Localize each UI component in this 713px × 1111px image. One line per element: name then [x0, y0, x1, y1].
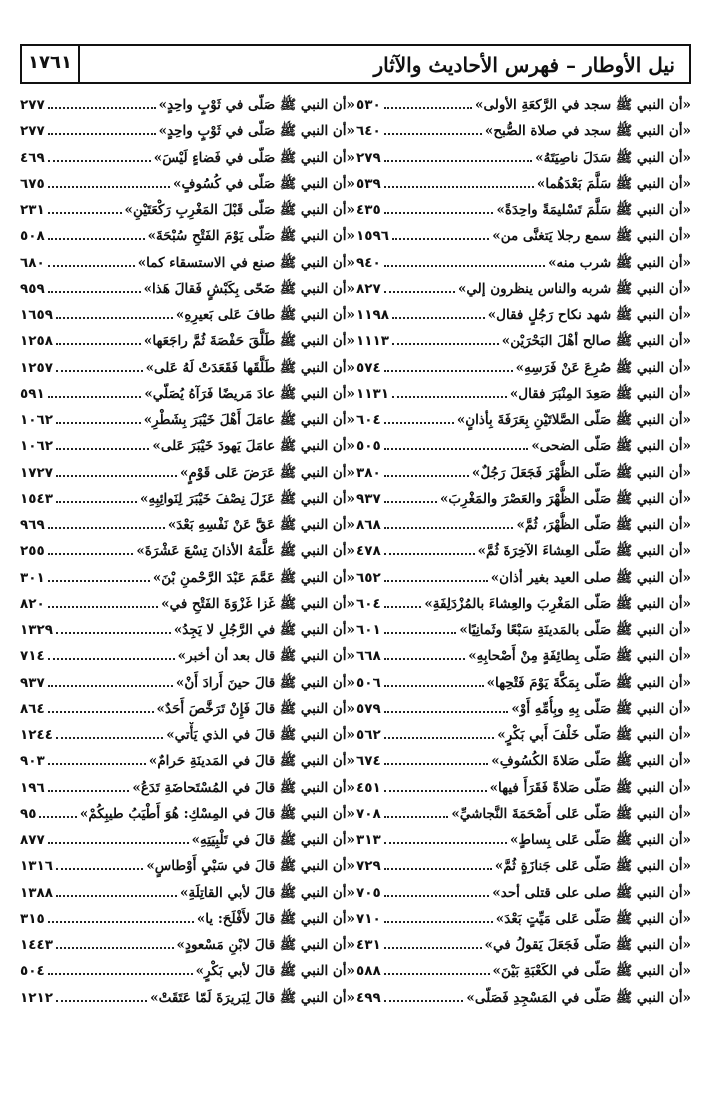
entry-page-number: ١٣٨٨ — [20, 884, 53, 901]
entry-page-number: ٥٦٢ — [356, 727, 381, 743]
entry-page-number: ٤٩٩ — [356, 989, 381, 1006]
entry-page-number: ٩٦٩ — [20, 517, 45, 533]
entry-page-number: ٨٦٨ — [356, 517, 381, 533]
dot-leader — [56, 1000, 147, 1002]
entry-page-number: ٦٠١ — [356, 622, 381, 638]
entry-hadith-text: «أن النبي ﷺ قالَ حينَ أَرادَ أَنْ» — [175, 674, 355, 691]
entry-page-number: ١٩٦ — [20, 779, 45, 796]
dot-leader — [56, 737, 163, 739]
entry-hadith-text: «أن النبي ﷺ صَلّى بِمَكَّةَ يَوْمَ فَتْحِها» — [486, 674, 691, 691]
dot-leader — [384, 501, 437, 503]
entry-page-number: ٥٨٨ — [356, 963, 381, 980]
dot-leader — [39, 816, 76, 818]
index-entry — [356, 958, 691, 984]
index-entry — [356, 696, 691, 722]
dot-leader — [392, 317, 485, 319]
entry-page-number: ٤٦٩ — [20, 149, 45, 166]
dot-leader — [56, 370, 143, 372]
entry-page-number: ٣٠١ — [20, 569, 45, 586]
entry-page-number: ١٢١٢ — [20, 989, 53, 1006]
entry-page-number: ٩٥ — [20, 805, 37, 822]
dot-leader — [384, 842, 507, 844]
index-entry — [356, 775, 691, 801]
index-entry — [20, 92, 355, 118]
dot-leader — [384, 527, 514, 529]
entry-page-number: ١٤٤٣ — [20, 937, 53, 953]
entry-page-number: ٣١٣ — [356, 832, 381, 848]
index-entry — [20, 223, 355, 249]
index-entry — [356, 906, 691, 932]
entry-page-number: ٧١٤ — [20, 648, 45, 665]
entry-page-number: ٦٥٢ — [356, 569, 381, 586]
dot-leader — [48, 212, 122, 214]
dot-leader — [48, 658, 175, 660]
entry-page-number: ٦٨٠ — [20, 254, 45, 271]
index-entry — [20, 985, 355, 1011]
entry-hadith-text: «أن النبي ﷺ صَلّى فَجَعَلَ يَقولُ في» — [484, 937, 691, 953]
entry-hadith-text: «أن النبي ﷺ صَلّى الصَّلاتَيْنِ بِعَرَفَةَ بِأذانٍ» — [456, 412, 691, 428]
entry-hadith-text: «أن النبي ﷺ قال بعد أن أخبر» — [177, 648, 355, 665]
entry-page-number: ٤٣١ — [356, 937, 381, 953]
entry-page-number: ٧٠٥ — [356, 884, 381, 901]
dot-leader — [384, 947, 482, 949]
entry-page-number: ٥٠٤ — [20, 963, 45, 980]
entry-hadith-text: «أن النبي ﷺ ضَحّى بِكَبْشٍ فَقالَ هَذا» — [143, 280, 355, 297]
entry-hadith-text: «أن النبي ﷺ صَلّى عَلى مَيِّتٍ بَعْدَ» — [495, 910, 691, 927]
index-entry — [356, 486, 691, 512]
index-entry — [20, 538, 355, 564]
entry-hadith-text: «أن النبي ﷺ قالَ في تَلْبِيَتِهِ» — [191, 832, 355, 848]
index-entry — [20, 696, 355, 722]
index-entry — [20, 958, 355, 984]
index-entry — [20, 932, 355, 958]
dot-leader — [384, 868, 492, 870]
dot-leader — [48, 396, 142, 398]
entry-hadith-text: «أن النبي ﷺ غَزا غَزْوَةَ الفَتْحِ في» — [161, 595, 355, 612]
entry-hadith-text: «أن النبي ﷺ صَلّى خَلْفَ أَبي بَكْرٍ» — [497, 727, 691, 743]
index-entry — [356, 801, 691, 827]
index-entry — [356, 223, 691, 249]
index-entry — [356, 302, 691, 328]
dot-leader — [48, 553, 134, 555]
entry-hadith-text: «أن النبي ﷺ صَلّى الظُّهْرَ والعَصْرَ والمَغْرِبَ» — [439, 490, 691, 507]
entry-hadith-text: «أن النبي ﷺ صَلّى قَبْلَ المَغْرِبِ رَكْعَتَيْنِ» — [124, 202, 355, 218]
dot-leader — [384, 790, 487, 792]
entry-page-number: ٥٧٤ — [356, 359, 381, 376]
entry-page-number: ٩٣٧ — [356, 490, 381, 507]
dot-leader — [384, 763, 489, 765]
entry-page-number: ١٦٥٩ — [20, 307, 53, 323]
dot-leader — [48, 107, 156, 109]
index-entry — [356, 250, 691, 276]
entry-hadith-text: «أن النبي ﷺ صَلّى يَوْمَ الفَتْحِ سُبْحَةَ» — [147, 228, 355, 245]
dot-leader — [48, 685, 173, 687]
index-entry — [356, 197, 691, 223]
index-entry — [20, 748, 355, 774]
index-entry — [20, 643, 355, 669]
dot-leader — [384, 422, 454, 424]
entry-page-number: ٥٠٨ — [20, 228, 45, 245]
page-title: نيل الأوطار – فهرس الأحاديث والآثار — [373, 53, 675, 77]
dot-leader — [384, 160, 532, 162]
dot-leader — [384, 107, 472, 109]
index-entry — [356, 880, 691, 906]
dot-leader — [56, 422, 141, 424]
entry-hadith-text: «أن النبي ﷺ عَمَّمَ عَبْدَ الرَّحْمنِ بْنَ» — [152, 569, 355, 586]
index-entry — [356, 932, 691, 958]
index-entry — [356, 565, 691, 591]
dot-leader — [48, 790, 130, 792]
index-entry — [356, 827, 691, 853]
index-entry — [356, 670, 691, 696]
page-number-box — [22, 46, 80, 82]
dot-leader — [48, 291, 141, 293]
dot-leader — [384, 1000, 464, 1002]
entry-hadith-text: «أن النبي ﷺ صَلّى في المَسْجِدِ فَصَلّى» — [466, 989, 691, 1006]
entry-hadith-text: «أن النبي ﷺ صَلّى بالمَدينَةِ سَبْعًا وثَمانِيًا» — [459, 622, 691, 638]
entry-page-number: ٦٦٨ — [356, 648, 381, 665]
entry-hadith-text: «أن النبي ﷺ صَلّى الظُّهْرَ فَجَعَلَ رَجُلٌ» — [471, 464, 691, 481]
dot-leader — [56, 632, 171, 634]
dot-leader — [48, 921, 194, 923]
entry-hadith-text: «أن النبي ﷺ قالَ في سَبْيِ أَوْطاسٍ» — [146, 858, 355, 875]
entry-page-number: ٥٠٦ — [356, 674, 381, 691]
index-entry — [356, 171, 691, 197]
index-entry — [20, 460, 355, 486]
entry-page-number: ٣٨٠ — [356, 464, 381, 481]
dot-leader — [384, 370, 513, 372]
entry-page-number: ٢٧٧ — [20, 123, 45, 140]
dot-leader — [56, 448, 149, 450]
entry-page-number: ٦٧٤ — [356, 753, 381, 770]
page-number: ١٧٦١ — [28, 52, 72, 73]
index-entry — [356, 591, 691, 617]
entry-hadith-text: «أن النبي ﷺ قالَ في المِسْكِ: هُوَ أَطْيَبُ طيبِكُمْ» — [79, 805, 355, 822]
entry-hadith-text: «أن النبي ﷺ شرب منه» — [548, 254, 691, 271]
index-entry — [20, 827, 355, 853]
entry-hadith-text: «أن النبي ﷺ سمع رجلا يَتغنَّى من» — [492, 228, 691, 245]
dot-leader — [48, 580, 150, 582]
entry-hadith-text: «أن النبي ﷺ سَدَلَ ناصِيَتَهُ» — [535, 149, 691, 166]
index-entry — [20, 145, 355, 171]
entry-hadith-text: «أن النبي ﷺ طَلَّقَها فَقَعَدَتْ لَهُ عَلى» — [145, 359, 355, 376]
dot-leader — [384, 553, 475, 555]
dot-leader — [384, 212, 494, 214]
dot-leader — [48, 711, 154, 713]
entry-page-number: ١٥٤٣ — [20, 490, 53, 507]
entry-page-number: ١٧٢٧ — [20, 464, 53, 481]
entry-hadith-text: «أن النبي ﷺ سجد في صلاة الصُّبح» — [484, 123, 691, 140]
entry-page-number: ٥٧٩ — [356, 700, 381, 717]
dot-leader — [384, 133, 482, 135]
entry-hadith-text: «أن النبي ﷺ عامَلَ يَهودَ خَيْبَرَ عَلى» — [152, 438, 355, 455]
entry-hadith-text: «أن النبي ﷺ طافَ عَلى بَعيرِهِ» — [175, 307, 355, 323]
dot-leader — [56, 947, 174, 949]
entry-hadith-text: «أن النبي ﷺ صَلّى في ثَوْبٍ واحِدٍ» — [158, 123, 355, 140]
entry-hadith-text: «أن النبي ﷺ عَزَلَ نِصْفَ خَيْبَرَ لِنَوائِبِهِ» — [140, 490, 355, 507]
dot-leader — [56, 895, 177, 897]
entry-page-number: ١٢٤٤ — [20, 727, 53, 743]
entry-hadith-text: «أن النبي ﷺ صالح أهْلَ البَحْرَيْن» — [501, 333, 691, 350]
entry-page-number: ٢٥٥ — [20, 543, 45, 560]
entry-hadith-text: «أن النبي ﷺ سجد في الرَّكعَةِ الأولى» — [475, 97, 691, 113]
entry-page-number: ٦٤٠ — [356, 123, 381, 140]
entry-page-number: ٨٦٤ — [20, 700, 45, 717]
index-entry — [20, 722, 355, 748]
dot-leader — [48, 973, 193, 975]
entry-hadith-text: «أن النبي ﷺ صُرِعَ عَنْ فَرَسِهِ» — [515, 359, 691, 376]
index-entry — [20, 617, 355, 643]
entry-hadith-text: «أن النبي ﷺ طَلَّقَ حَفْصَةَ ثُمَّ راجَعَها» — [143, 333, 355, 350]
entry-page-number: ١١٣١ — [356, 385, 389, 402]
dot-leader — [48, 842, 189, 844]
dot-leader — [48, 133, 156, 135]
index-entry — [20, 276, 355, 302]
entry-hadith-text: «أن النبي ﷺ قالَ في الذي يَأْتي» — [166, 727, 355, 743]
index-entry — [356, 145, 691, 171]
entry-page-number: ١١١٣ — [356, 333, 389, 350]
entry-hadith-text: «أن النبي ﷺ عَلَّمَهُ الأذانَ تِسْعَ عَشْرَةَ» — [136, 543, 355, 560]
entry-hadith-text: «أن النبي ﷺ قالَ لِبَريرَةَ لَمّا عَتَقَتْ» — [150, 989, 355, 1006]
index-entry — [20, 118, 355, 144]
entry-hadith-text: «أن النبي ﷺ قالَ في المُسْتَحاضَةِ تَدَعُ» — [132, 779, 355, 796]
entry-hadith-text: «أن النبي ﷺ صلى العيد بغير أذان» — [490, 569, 691, 586]
entry-page-number: ١٢٥٨ — [20, 333, 53, 350]
index-entry — [356, 381, 691, 407]
dot-leader — [384, 816, 449, 818]
dot-leader — [48, 527, 165, 529]
entry-page-number: ٩٠٣ — [20, 753, 45, 770]
entry-hadith-text: «أن النبي ﷺ صَلّى الضحى» — [531, 438, 691, 455]
index-entry — [356, 407, 691, 433]
entry-page-number: ١٣٢٩ — [20, 622, 53, 638]
entry-page-number: ١٥٩٦ — [356, 228, 389, 245]
entry-hadith-text: «أن النبي ﷺ شربه والناس ينظرون إلي» — [457, 280, 691, 297]
entry-hadith-text: «أن النبي ﷺ قالَ فَإِنْ تَرَخَّصَ أَحَدٌ» — [156, 700, 355, 717]
dot-leader — [384, 186, 534, 188]
index-entry — [20, 171, 355, 197]
dot-leader — [392, 238, 489, 240]
entry-page-number: ٣١٥ — [20, 910, 45, 927]
dot-leader — [384, 448, 529, 450]
dot-leader — [384, 580, 488, 582]
dot-leader — [48, 606, 158, 608]
entry-hadith-text: «أن النبي ﷺ سَلَّمَ تَسْليمَةً واحِدَةً» — [496, 202, 691, 218]
index-entry — [20, 801, 355, 827]
index-entry — [20, 565, 355, 591]
dot-leader — [56, 343, 141, 345]
index-entry — [356, 538, 691, 564]
entry-hadith-text: «أن النبي ﷺ صَلّى بِهِ وبِأُمِّهِ أَوْ» — [511, 700, 691, 717]
index-entry — [20, 512, 355, 538]
dot-leader — [384, 895, 490, 897]
entry-page-number: ٧٢٩ — [356, 858, 381, 875]
entry-hadith-text: «أن النبي ﷺ صَلّى العِشاءَ الآخِرَةَ ثُمَّ» — [477, 543, 691, 560]
index-entry — [20, 381, 355, 407]
dot-leader — [384, 632, 457, 634]
entry-page-number: ٧٠٨ — [356, 805, 381, 822]
entry-hadith-text: «أن النبي ﷺ صَلّى الظُّهْرَ، ثُمَّ» — [516, 517, 691, 533]
index-entry — [20, 302, 355, 328]
index-entry — [20, 355, 355, 381]
index-entry — [356, 118, 691, 144]
entry-page-number: ٦٠٤ — [356, 595, 381, 612]
entry-page-number: ٤٣٥ — [356, 202, 381, 218]
entry-hadith-text: «أن النبي ﷺ صَلّى بِطائِفَةٍ مِنْ أَصْحابِهِ» — [468, 648, 691, 665]
entry-hadith-text: «أن النبي ﷺ قالَ لابْنِ مَسْعودٍ» — [176, 937, 355, 953]
entry-hadith-text: «أن النبي ﷺ قالَ لأبي بَكْرٍ» — [195, 963, 355, 980]
entry-hadith-text: «أن النبي ﷺ عادَ مَريضًا فَرَآهُ يُصَلّي» — [144, 385, 355, 402]
entry-hadith-text: «أن النبي ﷺ عَقَّ عَنْ نَفْسِهِ بَعْدَ» — [167, 517, 355, 533]
entry-page-number: ٨٢٧ — [356, 280, 381, 297]
dot-leader — [392, 396, 507, 398]
entry-hadith-text: «أن النبي ﷺ صَلّى صَلاةً فَقَرَأَ فيها» — [489, 779, 691, 796]
entry-page-number: ٨٢٠ — [20, 595, 45, 612]
entry-page-number: ١١٩٨ — [356, 307, 389, 323]
entry-page-number: ١٠٦٢ — [20, 438, 53, 455]
index-entry — [20, 407, 355, 433]
entry-page-number: ٤٧٨ — [356, 543, 381, 560]
dot-leader — [392, 343, 499, 345]
dot-leader — [48, 238, 145, 240]
index-entry — [356, 92, 691, 118]
entry-hadith-text: «أن النبي ﷺ صَلّى في كُسُوفٍ» — [173, 175, 355, 192]
entry-page-number: ٩٤٠ — [356, 254, 381, 271]
index-entry — [356, 617, 691, 643]
index-entry — [356, 328, 691, 354]
dot-leader — [48, 160, 151, 162]
entry-hadith-text: «أن النبي ﷺ صَلّى عَلى جَنازَةٍ ثُمَّ» — [494, 858, 691, 875]
entry-page-number: ٤٥١ — [356, 779, 381, 796]
dot-leader — [384, 921, 493, 923]
dot-leader — [384, 265, 545, 267]
index-entry — [356, 748, 691, 774]
dot-leader — [384, 606, 422, 608]
dot-leader — [384, 475, 469, 477]
dot-leader — [384, 658, 465, 660]
entry-page-number: ٥٣٩ — [356, 175, 381, 192]
entry-page-number: ٥٩١ — [20, 385, 45, 402]
entry-hadith-text: «أن النبي ﷺ قالَ لأبي القاتِلَةِ» — [180, 884, 355, 901]
index-entry — [356, 355, 691, 381]
index-entry — [356, 722, 691, 748]
entry-page-number: ٥٠٥ — [356, 438, 381, 455]
entry-hadith-text: «أن النبي ﷺ صَلّى عَلى أَصْحَمَةَ النَّجاشيِّ» — [451, 805, 691, 822]
entry-page-number: ٨٧٧ — [20, 832, 45, 848]
entry-page-number: ٧١٠ — [356, 910, 381, 927]
index-entry — [20, 197, 355, 223]
index-entry — [356, 276, 691, 302]
entry-hadith-text: «أن النبي ﷺ صلى على قتلى أحد» — [492, 884, 691, 901]
entry-hadith-text: «أن النبي ﷺ صَعِدَ المِنْبَرَ فقال» — [509, 385, 691, 402]
entry-hadith-text: «أن النبي ﷺ صَلّى في الكَعْبَةِ بَيْنَ» — [492, 963, 691, 980]
entry-hadith-text: «أن النبي ﷺ صَلّى المَغْرِبَ والعِشاءَ بالمُزْدَلِفَةِ» — [424, 595, 691, 612]
dot-leader — [56, 868, 143, 870]
dot-leader — [48, 186, 170, 188]
entry-page-number: ٩٣٧ — [20, 674, 45, 691]
index-entry — [20, 775, 355, 801]
entry-page-number: ١٢٥٧ — [20, 359, 53, 376]
entry-page-number: ١٣١٦ — [20, 858, 53, 875]
dot-leader — [48, 763, 146, 765]
entry-hadith-text: «أن النبي ﷺ صَلّى عَلى بِساطٍ» — [510, 832, 691, 848]
entry-hadith-text: «أن النبي ﷺ عامَلَ أَهْلَ خَيْبَرَ بِشَطْرِ» — [143, 412, 355, 428]
entry-hadith-text: «أن النبي ﷺ شهد نكاح رَجُلٍ فقال» — [487, 307, 691, 323]
dot-leader — [384, 711, 509, 713]
dot-leader — [56, 475, 177, 477]
index-entry — [20, 853, 355, 879]
entry-hadith-text: «أن النبي ﷺ صَلّى في فَضاءٍ لَيْسَ» — [153, 149, 355, 166]
dot-leader — [56, 317, 173, 319]
entry-page-number: ٥٣٠ — [356, 97, 381, 113]
entry-page-number: ١٠٦٢ — [20, 412, 53, 428]
entry-page-number: ٢٧٧ — [20, 97, 45, 113]
index-entry — [356, 643, 691, 669]
entry-hadith-text: «أن النبي ﷺ عَرَضَ عَلى قَوْمٍ» — [180, 464, 355, 481]
index-entry — [356, 853, 691, 879]
entry-page-number: ٢٧٩ — [356, 149, 381, 166]
entry-hadith-text: «أن النبي ﷺ قالَ لأَفْلَحَ: يا» — [196, 910, 355, 927]
entry-hadith-text: «أن النبي ﷺ صَلّى في ثَوْبٍ واحِدٍ» — [158, 97, 355, 113]
entry-hadith-text: «أن النبي ﷺ في الرَّجُلِ لا يَجِدُ» — [173, 622, 355, 638]
dot-leader — [56, 501, 137, 503]
entry-hadith-text: «أن النبي ﷺ صنع في الاستسقاء كما» — [137, 254, 355, 271]
page-header — [20, 44, 691, 84]
index-entry — [20, 906, 355, 932]
index-entry — [356, 460, 691, 486]
index-entry — [356, 433, 691, 459]
index-entry — [356, 512, 691, 538]
index-entry — [20, 591, 355, 617]
entry-hadith-text: «أن النبي ﷺ سَلَّمَ بَعْدَهُما» — [536, 175, 691, 192]
index-column-left — [20, 92, 355, 1011]
entry-hadith-text: «أن النبي ﷺ قالَ في المَدينَةِ حَرامٌ» — [148, 753, 355, 770]
index-entry — [20, 433, 355, 459]
index-column-right — [356, 92, 691, 1011]
entry-page-number: ٦٠٤ — [356, 412, 381, 428]
entry-hadith-text: «أن النبي ﷺ صَلّى صَلاةَ الكُسُوفِ» — [491, 753, 691, 770]
entry-page-number: ٦٧٥ — [20, 175, 45, 192]
index-entry — [20, 486, 355, 512]
index-entry — [20, 880, 355, 906]
dot-leader — [384, 737, 495, 739]
entry-page-number: ٢٣١ — [20, 202, 45, 218]
index-entry — [20, 250, 355, 276]
index-entry — [20, 328, 355, 354]
dot-leader — [48, 265, 135, 267]
dot-leader — [384, 291, 455, 293]
index-entry — [356, 985, 691, 1011]
dot-leader — [384, 973, 490, 975]
index-entry — [20, 670, 355, 696]
dot-leader — [384, 685, 484, 687]
entry-page-number: ٩٥٩ — [20, 280, 45, 297]
